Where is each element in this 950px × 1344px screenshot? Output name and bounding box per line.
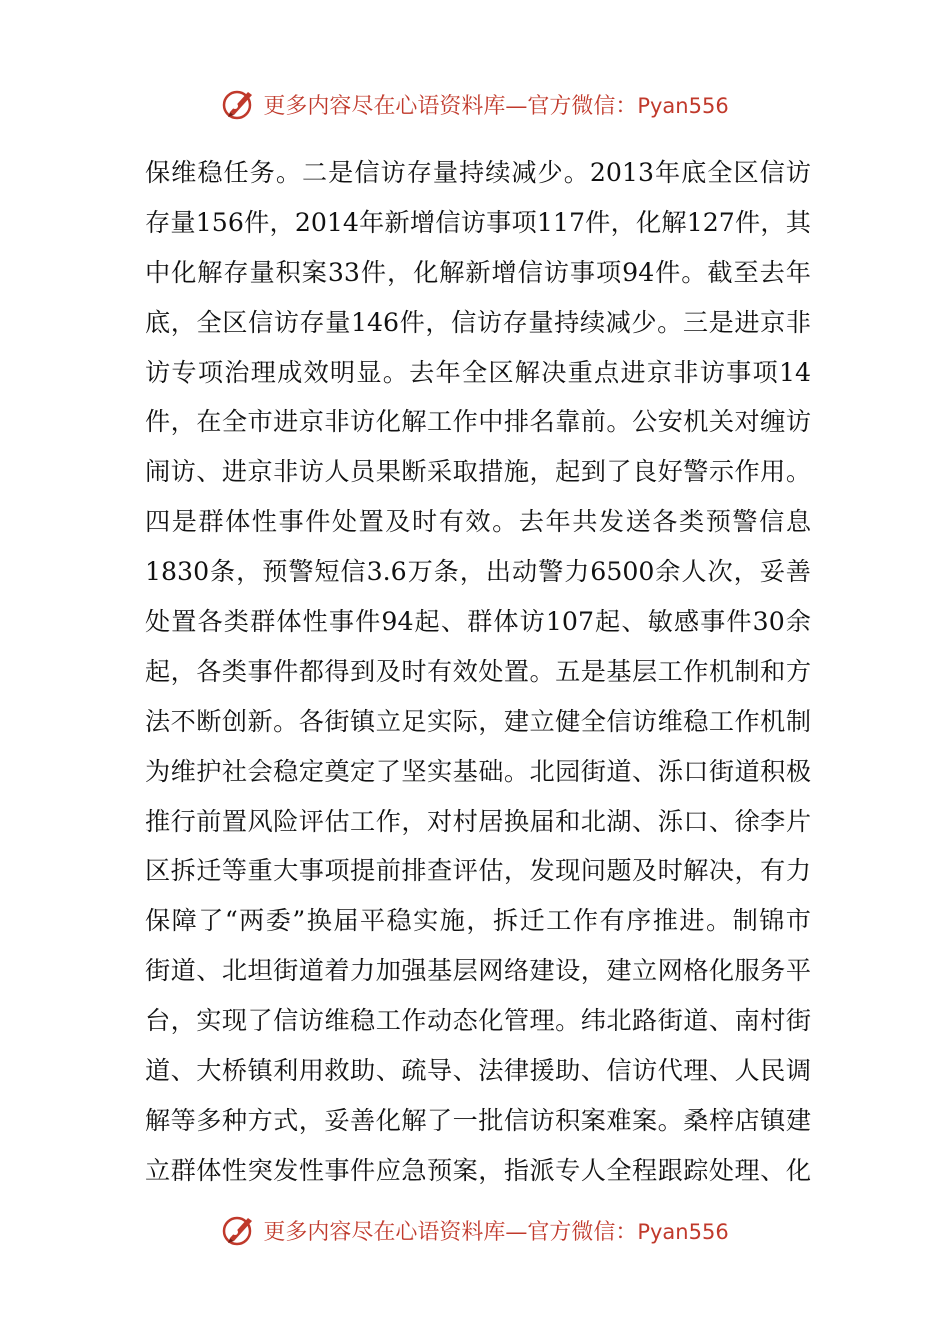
text-line: 法不断创新。各街镇立足实际，建立健全信访维稳工作机制 — [145, 706, 811, 736]
text-line: 闹访、进京非访人员果断采取措施，起到了良好警示作用。 — [145, 457, 811, 487]
text-line: 访专项治理成效明显。去年全区解决重点进京非访事项14 — [145, 357, 811, 387]
header-banner — [0, 82, 950, 126]
footer-banner — [0, 1208, 950, 1252]
text-line: 为维护社会稳定奠定了坚实基础。北园街道、泺口街道积极 — [145, 756, 811, 786]
footer-banner-text: 更多内容尽在心语资料库—官方微信：Pyan556 — [263, 1219, 729, 1245]
text-line: 道、大桥镇利用救助、疏导、法律援助、信访代理、人民调 — [145, 1056, 811, 1086]
text-line: 底，全区信访存量146件，信访存量持续减少。三是进京非 — [145, 307, 811, 337]
text-line: 起，各类事件都得到及时有效处置。五是基层工作机制和方 — [145, 656, 811, 686]
pen-circle-logo-icon — [221, 1212, 257, 1248]
text-line: 推行前置风险评估工作，对村居换届和北湖、泺口、徐李片 — [145, 806, 811, 836]
document-body — [145, 148, 811, 1196]
text-line: 处置各类群体性事件94起、群体访107起、敏感事件30余 — [145, 607, 811, 637]
pen-circle-logo-icon — [221, 86, 257, 122]
text-line: 存量156件，2014年新增信访事项117件，化解127件，其 — [145, 207, 811, 237]
text-line: 1830条，预警短信3.6万条，出动警力6500余人次，妥善 — [145, 557, 811, 587]
text-line: 四是群体性事件处置及时有效。去年共发送各类预警信息 — [145, 507, 811, 537]
text-line: 保障了“两委”换届平稳实施，拆迁工作有序推进。制锦市 — [145, 906, 811, 936]
text-line: 台，实现了信访维稳工作动态化管理。纬北路街道、南村街 — [145, 1006, 811, 1036]
header-banner-handle: Pyan556 — [637, 93, 729, 118]
text-line: 中化解存量积案33件，化解新增信访事项94件。截至去年 — [145, 257, 811, 287]
text-line: 件，在全市进京非访化解工作中排名靠前。公安机关对缠访 — [145, 407, 811, 437]
footer-banner-handle: Pyan556 — [637, 1219, 729, 1244]
text-line: 立群体性突发性事件应急预案，指派专人全程跟踪处理、化 — [145, 1155, 811, 1185]
text-line: 区拆迁等重大事项提前排查评估，发现问题及时解决，有力 — [145, 856, 811, 886]
header-banner-text: 更多内容尽在心语资料库—官方微信：Pyan556 — [263, 93, 729, 119]
text-line: 解等多种方式，妥善化解了一批信访积案难案。桑梓店镇建 — [145, 1105, 811, 1135]
text-line: 保维稳任务。二是信访存量持续减少。2013年底全区信访 — [145, 158, 811, 187]
text-line: 街道、北坦街道着力加强基层网络建设，建立网格化服务平 — [145, 956, 811, 986]
